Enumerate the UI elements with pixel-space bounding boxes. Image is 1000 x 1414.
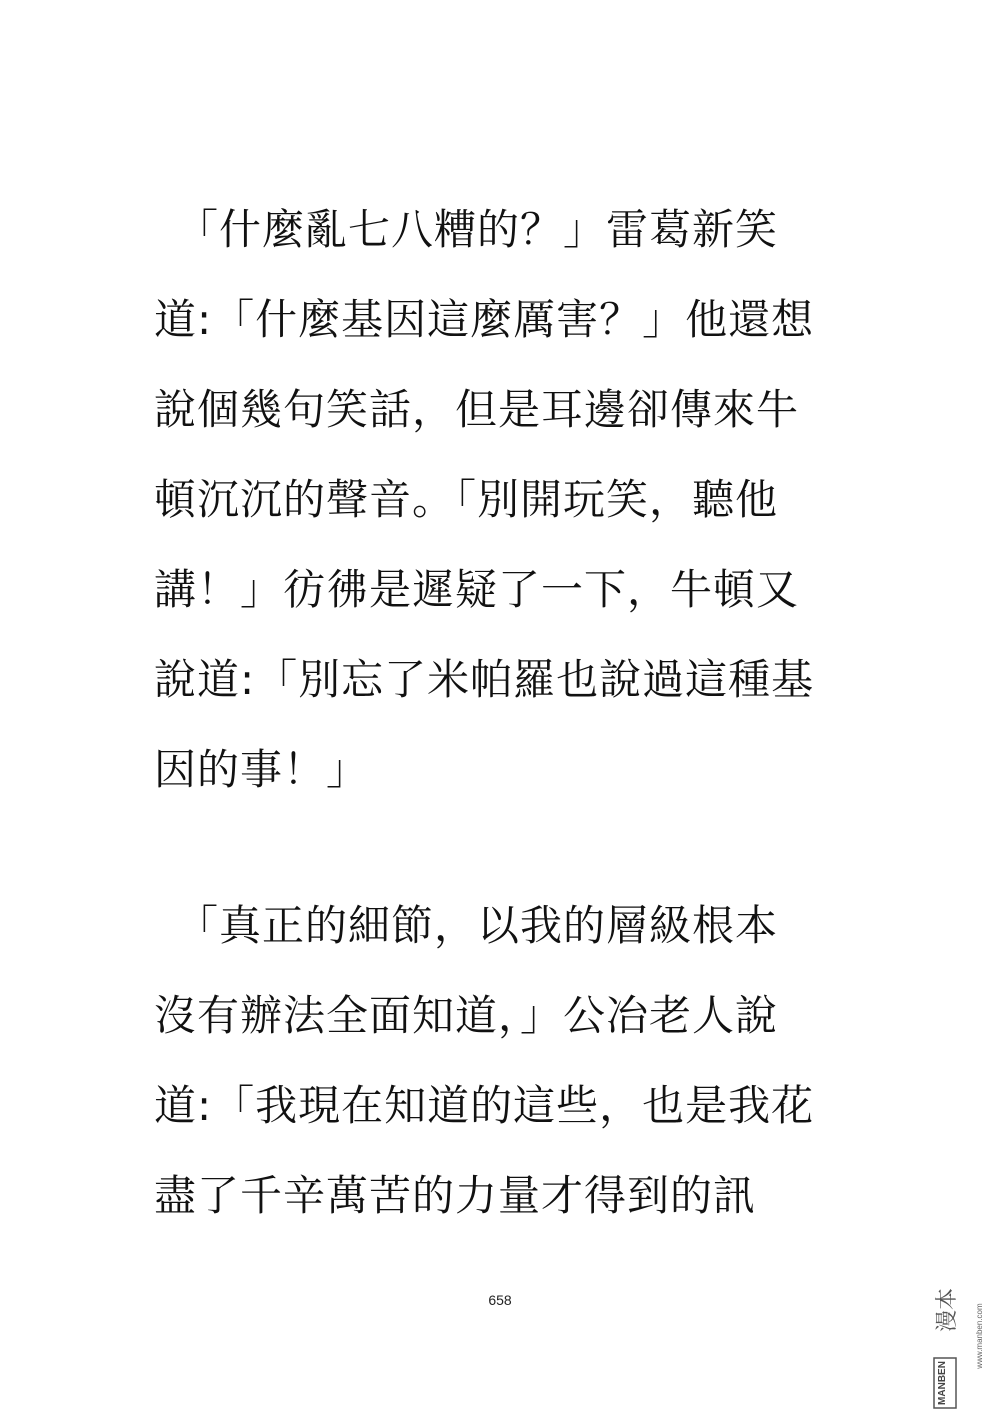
text-line: 說道:「別忘了米帕羅也說過這種基 [154, 655, 815, 704]
page-number: 658 [488, 1292, 512, 1308]
text-line: 「什麼亂七八糟的？」雷葛新笑 [154, 205, 779, 254]
text-line: 沒有辦法全面知道，」公冶老人說 [154, 991, 779, 1040]
text-line: 說個幾句笑話，但是耳邊卻傳來牛 [154, 385, 800, 434]
text-line: 頓沉沉的聲音。「別開玩笑，聽他 [154, 475, 779, 524]
text-line: 講！」彷彿是遲疑了一下，牛頓又 [154, 565, 800, 614]
text-line: 道:「什麼基因這麼厲害？」他還想 [154, 295, 815, 344]
watermark-url: www.manben.com [975, 1303, 984, 1369]
text-line: 盡了千辛萬苦的力量才得到的訊 [154, 1171, 757, 1220]
watermark-brand-cn: 漫本 [935, 1287, 960, 1333]
text-line: 道:「我現在知道的這些，也是我花 [154, 1081, 815, 1130]
watermark-brand-en: MANBEN [937, 1361, 948, 1405]
manben-watermark-logo [932, 1262, 992, 1410]
text-line: 因的事！」 [154, 745, 370, 794]
text-line: 「真正的細節，以我的層級根本 [154, 901, 779, 950]
